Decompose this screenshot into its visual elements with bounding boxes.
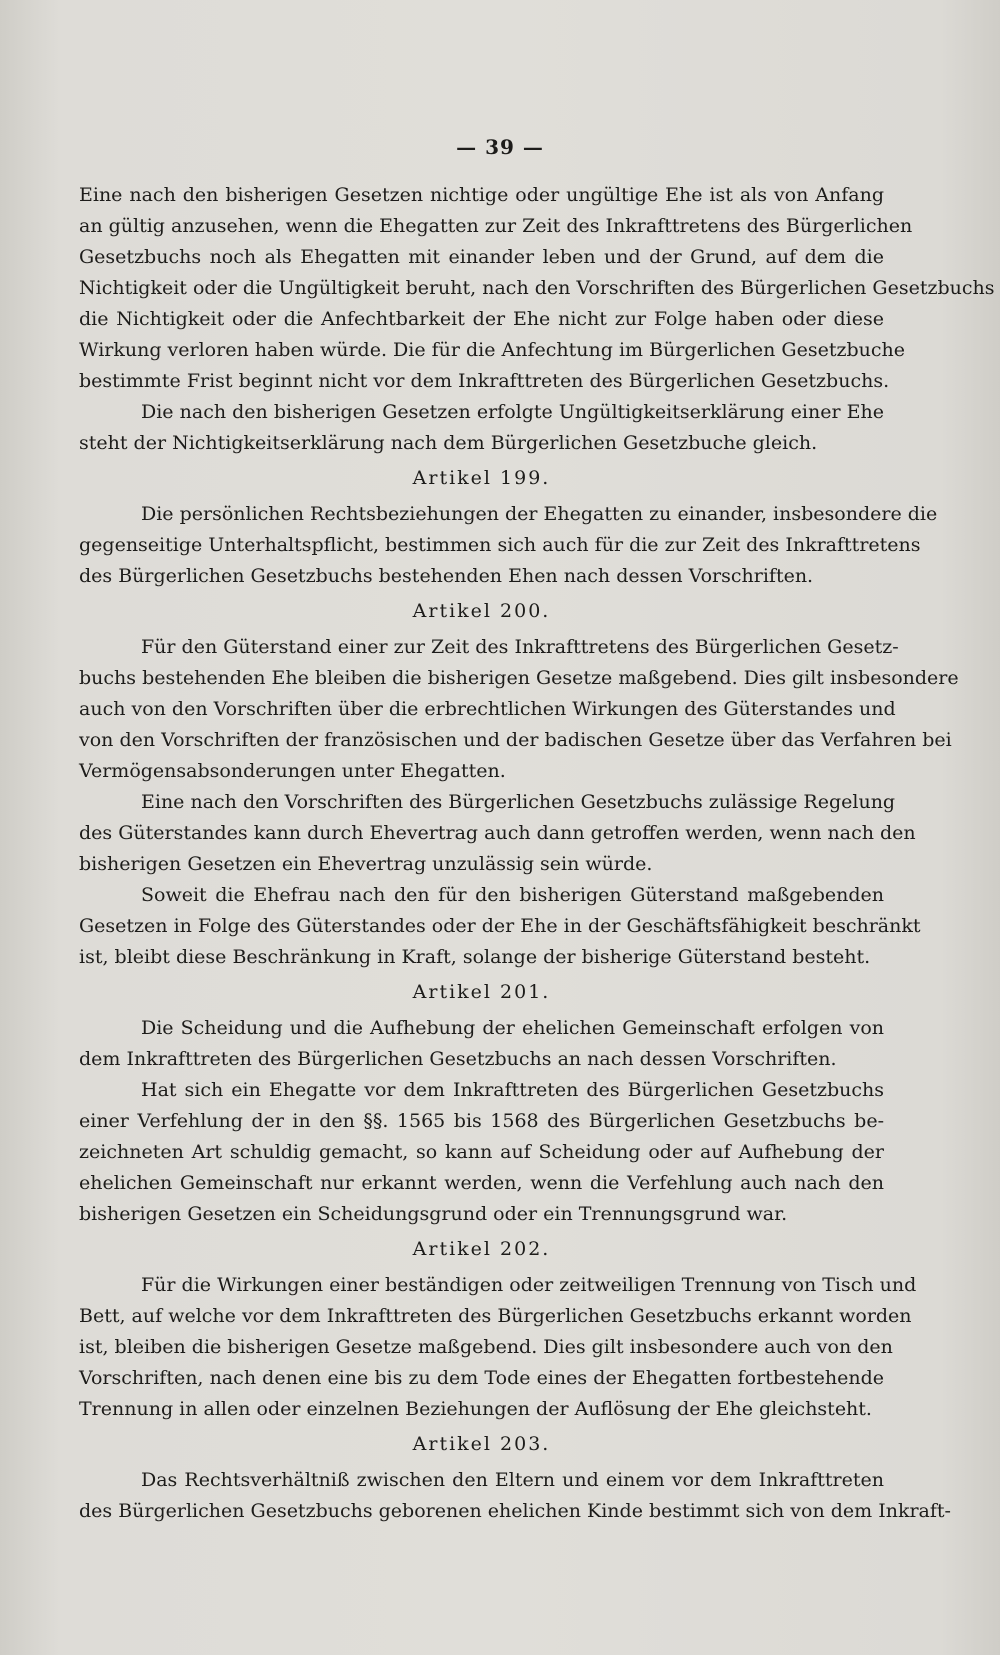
text-line: des Bürgerlichen Gesetzbuchs geborenen ehelichen Kinde bestimmt sich von dem Inkraft- — [79, 1500, 951, 1522]
text-line: Wirkung verloren haben würde. Die für die Anfechtung im Bürgerlichen Gesetzbuche — [79, 339, 906, 361]
text-line: ist, bleiben die bisherigen Gesetze maßgebend. Dies gilt insbesondere auch von den — [79, 1336, 893, 1358]
text-line: Soweit die Ehefrau nach den für den bisherigen Güterstand maßgebenden — [141, 884, 884, 906]
text-line: an gültig anzusehen, wenn die Ehegatten zur Zeit des Inkrafttretens des Bürgerlichen — [79, 215, 913, 237]
text-line: bestimmte Frist beginnt nicht vor dem Inkrafttreten des Bürgerlichen Gesetzbuchs. — [79, 370, 890, 392]
text-line: auch von den Vorschriften über die erbrechtlichen Wirkungen des Güterstandes und — [79, 698, 896, 720]
text-line: Vermögensabsonderungen unter Ehegatten. — [79, 760, 506, 782]
text-line: Das Rechtsverhältniß zwischen den Eltern und einem vor dem Inkrafttreten — [141, 1469, 884, 1491]
page-text — [79, 180, 995, 1527]
text-line: Die persönlichen Rechtsbeziehungen der Ehegatten zu einander, insbesondere die — [141, 503, 938, 525]
text-line: Nichtigkeit oder die Ungültigkeit beruht, nach den Vorschriften des Bürgerlichen Gesetzbuchs — [79, 277, 995, 299]
text-line: ist, bleibt diese Beschränkung in Kraft, solange der bisherige Güterstand besteht. — [79, 946, 871, 968]
text-line: Trennung in allen oder einzelnen Beziehungen der Auflösung der Ehe gleichsteht. — [79, 1398, 872, 1420]
text-line: gegenseitige Unterhaltspflicht, bestimmen sich auch für die zur Zeit des Inkrafttretens — [79, 534, 921, 556]
article-heading: Artikel 201. — [412, 981, 551, 1003]
text-line: Gesetzen in Folge des Güterstandes oder der Ehe in der Geschäftsfähigkeit beschränkt — [79, 915, 921, 937]
text-line: steht der Nichtigkeitserklärung nach dem Bürgerlichen Gesetzbuche gleich. — [79, 432, 818, 454]
text-line: Die Scheidung und die Aufhebung der ehelichen Gemeinschaft erfolgen von — [141, 1017, 884, 1039]
text-line: Die nach den bisherigen Gesetzen erfolgte Ungültigkeitserklärung einer Ehe — [141, 401, 884, 423]
text-line: einer Verfehlung der in den §§. 1565 bis 1568 des Bürgerlichen Gesetzbuchs be- — [79, 1110, 884, 1132]
text-line: bisherigen Gesetzen ein Scheidungsgrund oder ein Trennungsgrund war. — [79, 1203, 788, 1225]
text-line: Vorschriften, nach denen eine bis zu dem Tode eines der Ehegatten fortbestehende — [79, 1367, 884, 1389]
text-line: bisherigen Gesetzen ein Ehevertrag unzulässig sein würde. — [79, 853, 653, 875]
text-line: ehelichen Gemeinschaft nur erkannt werden, wenn die Verfehlung auch nach den — [79, 1172, 884, 1194]
article-heading: Artikel 200. — [412, 600, 551, 622]
text-line: buchs bestehenden Ehe bleiben die bisherigen Gesetze maßgebend. Dies gilt insbesondere — [79, 667, 959, 689]
text-line: des Güterstandes kann durch Ehevertrag auch dann getroffen werden, wenn nach den — [79, 822, 916, 844]
text-line: Für die Wirkungen einer beständigen oder zeitweiligen Trennung von Tisch und — [141, 1274, 917, 1296]
text-line: Eine nach den Vorschriften des Bürgerlichen Gesetzbuchs zulässige Regelung — [141, 791, 896, 813]
text-line: zeichneten Art schuldig gemacht, so kann auf Scheidung oder auf Aufhebung der — [79, 1141, 884, 1163]
article-heading: Artikel 203. — [412, 1433, 551, 1455]
page-number: — 39 — — [456, 135, 544, 159]
article-heading: Artikel 202. — [412, 1238, 551, 1260]
article-heading: Artikel 199. — [412, 467, 551, 489]
text-line: die Nichtigkeit oder die Anfechtbarkeit der Ehe nicht zur Folge haben oder diese — [79, 308, 884, 330]
text-line: Eine nach den bisherigen Gesetzen nichtige oder ungültige Ehe ist als von Anfang — [79, 184, 884, 206]
text-line: Hat sich ein Ehegatte vor dem Inkrafttreten des Bürgerlichen Gesetzbuchs — [141, 1079, 884, 1101]
text-line: des Bürgerlichen Gesetzbuchs bestehenden Ehen nach dessen Vorschriften. — [79, 565, 814, 587]
text-line: Bett, auf welche vor dem Inkrafttreten des Bürgerlichen Gesetzbuchs erkannt worden — [79, 1305, 912, 1327]
text-line: Gesetzbuchs noch als Ehegatten mit einander leben und der Grund, auf dem die — [79, 246, 884, 268]
text-line: dem Inkrafttreten des Bürgerlichen Gesetzbuchs an nach dessen Vorschriften. — [79, 1048, 837, 1070]
text-line: Für den Güterstand einer zur Zeit des Inkrafttretens des Bürgerlichen Gesetz- — [141, 636, 899, 658]
text-line: von den Vorschriften der französischen und der badischen Gesetze über das Verfahren bei — [79, 729, 952, 751]
